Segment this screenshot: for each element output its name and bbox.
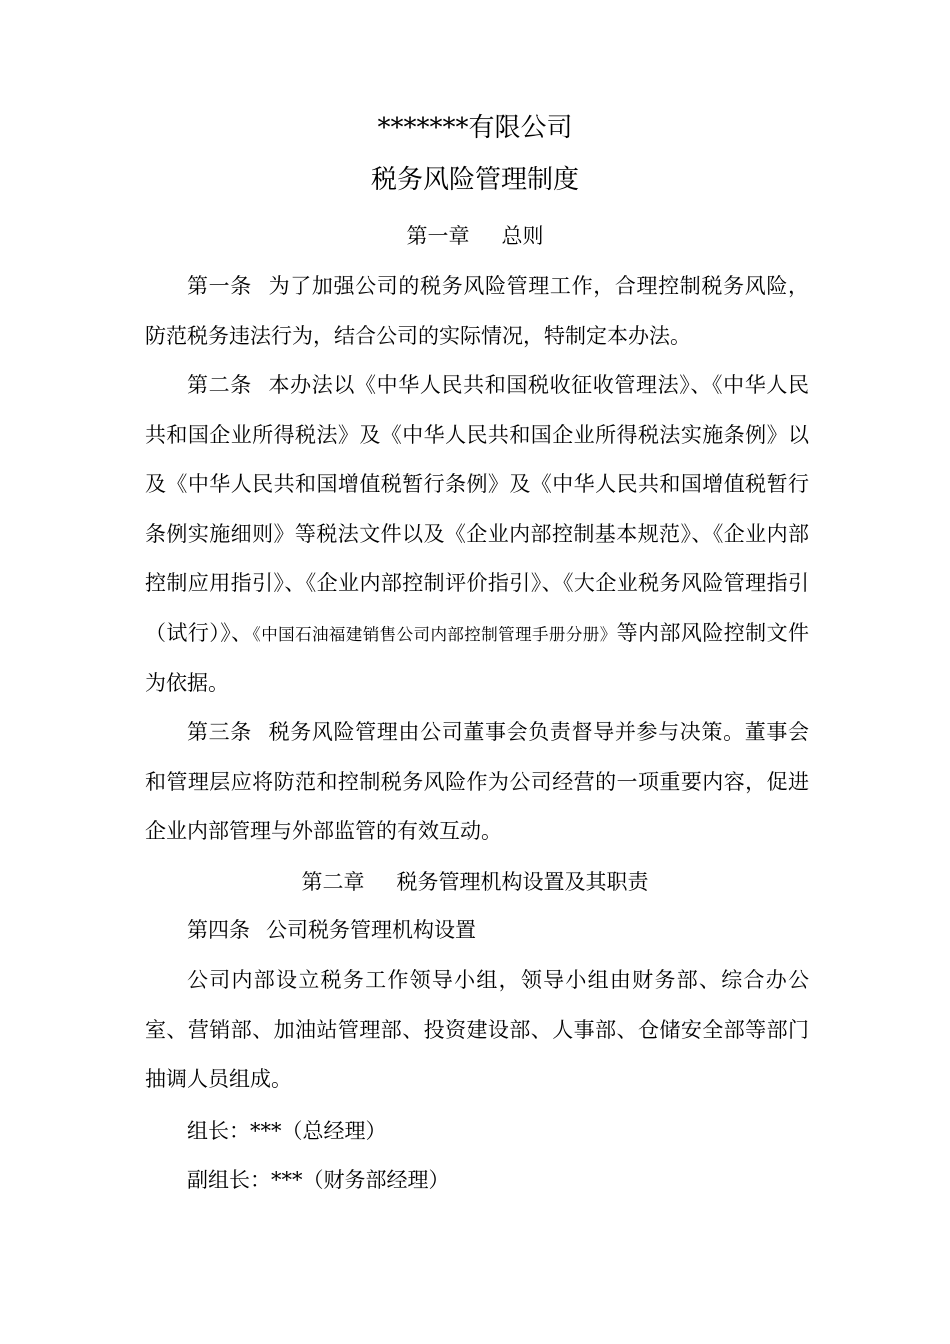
article-2-text-small: 《中国石油福建销售公司内部控制管理手册分册》 bbox=[252, 624, 617, 644]
article-1 bbox=[145, 262, 809, 361]
article-1-text: 为了加强公司的税务风险管理工作，合理控制税务风险，防范税务违法行为，结合公司的实际情况，特制定本办法。 bbox=[145, 274, 810, 348]
chapter-2-heading bbox=[0, 866, 950, 898]
article-2-text-b: 等内部风险控制文件为依据。 bbox=[145, 620, 810, 695]
leader-line: 组长：***（总经理） bbox=[187, 1119, 387, 1143]
article-3-label: 第三条 bbox=[187, 720, 252, 744]
org-paragraph: 公司内部设立税务工作领导小组，领导小组由财务部、综合办公室、营销部、加油站管理部、投资建设部、人事部、仓储安全部等部门抽调人员组成。 bbox=[145, 968, 809, 1091]
article-3-text: 税务风险管理由公司董事会负责督导并参与决策。董事会和管理层应将防范和控制税务风险作为公司经营的一项重要内容，促进企业内部管理与外部监管的有效互动。 bbox=[145, 720, 810, 843]
deputy-leader-line: 副组长：***（财务部经理） bbox=[187, 1168, 450, 1192]
document-title: 税务风险管理制度 bbox=[370, 165, 579, 195]
article-2 bbox=[145, 361, 809, 709]
article-4-label: 第四条 bbox=[187, 918, 250, 942]
chapter-2-name: 税务管理机构设置及其职责 bbox=[396, 870, 649, 894]
article-4 bbox=[145, 906, 809, 956]
company-title: *******有限公司 bbox=[377, 113, 573, 143]
article-1-label: 第一条 bbox=[187, 274, 252, 298]
chapter-2-number: 第二章 bbox=[301, 870, 365, 894]
article-3 bbox=[145, 708, 809, 857]
chapter-1-heading bbox=[0, 220, 950, 252]
chapter-1-number: 第一章 bbox=[406, 224, 470, 248]
article-2-text-a: 本办法以《中华人民共和国税收征收管理法》、《中华人民共和国企业所得税法》及《中华人民共和国企业所得税法实施条例》以及《中华人民共和国增值税暂行条例》及《中华人民共和国增值税暂行条例实施细则》等税法文件以及《企业内部控制基本规范》、《企业内部控制应用指引》、《企业内部控制评价指引》、《大企业税务风险管理指引（试行）》、 bbox=[145, 373, 810, 645]
chapter-1-name: 总则 bbox=[501, 224, 544, 248]
article-4-text: 公司税务管理机构设置 bbox=[266, 918, 476, 942]
article-2-label: 第二条 bbox=[187, 373, 252, 397]
